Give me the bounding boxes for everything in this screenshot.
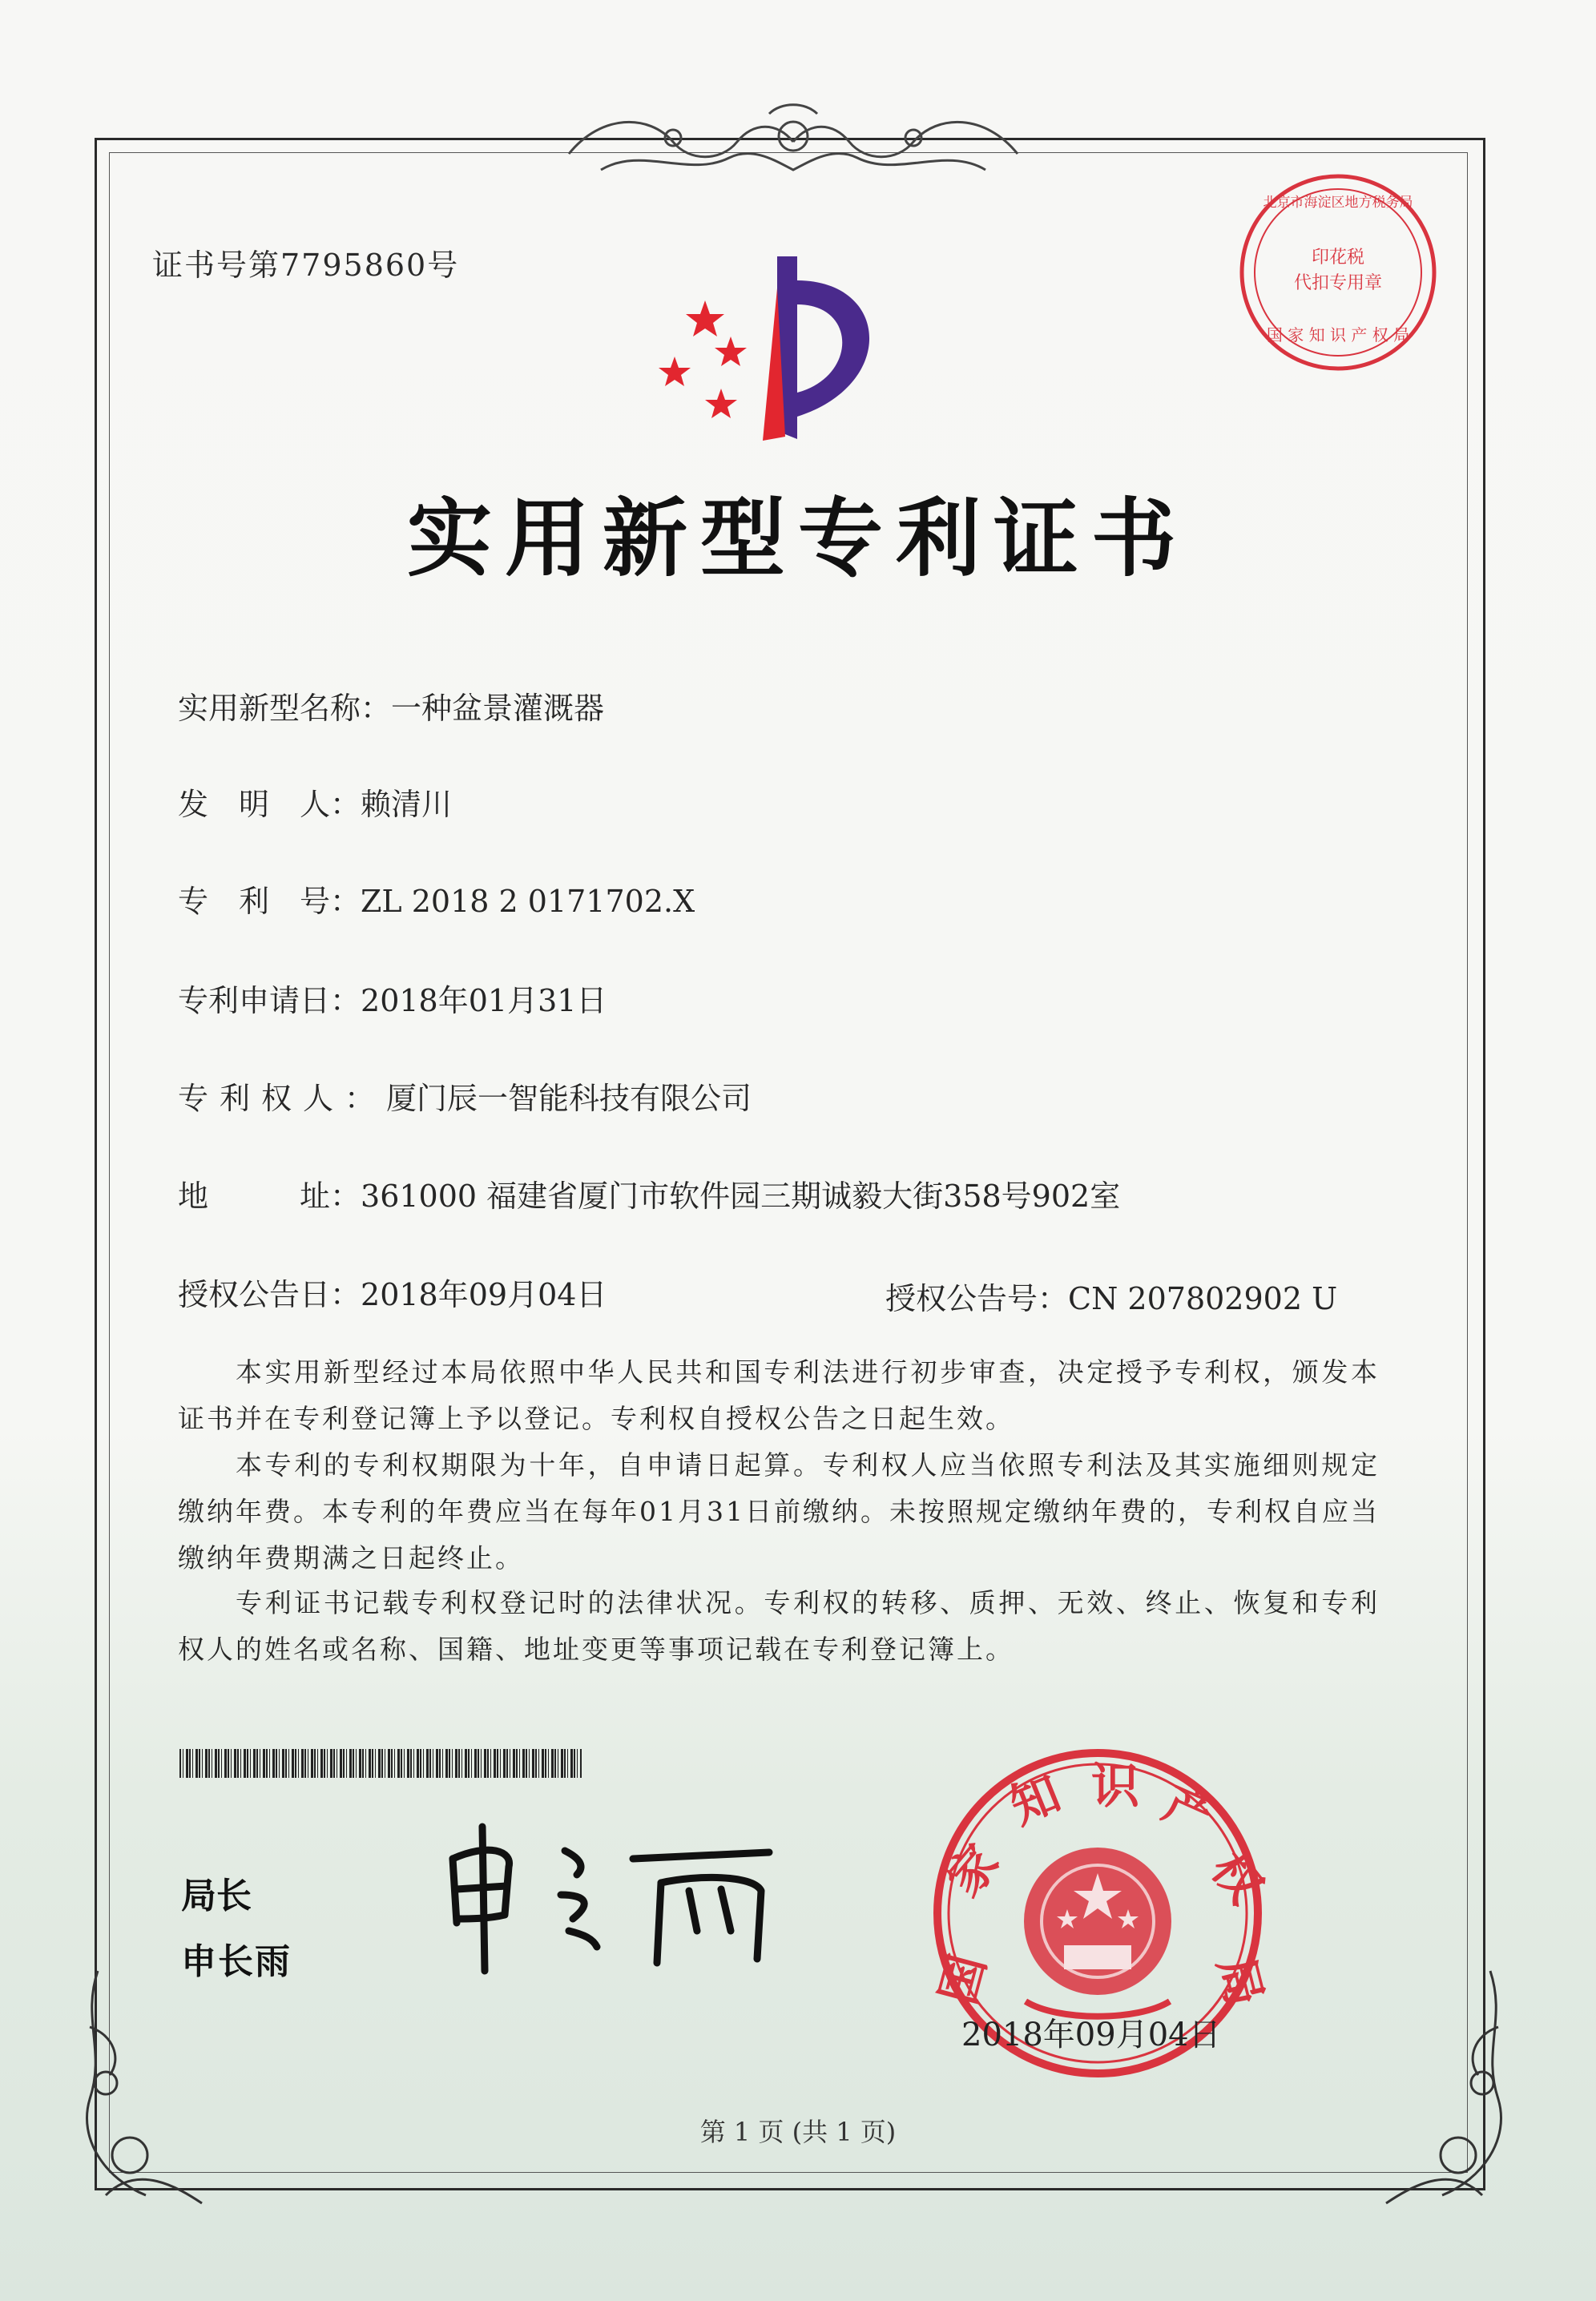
tax-stamp — [1234, 168, 1442, 377]
field-label: 地 址： — [178, 1179, 361, 1214]
field-value: ZL 2018 2 0171702.X — [361, 884, 695, 919]
field-patent-number — [178, 876, 695, 921]
field-value: 2018年09月04日 — [361, 1277, 607, 1312]
svg-text:家: 家 — [936, 1834, 1010, 1908]
certificate-number: 证书号第7795860号 — [152, 248, 460, 283]
svg-text:北京市海淀区地方税务局: 北京市海淀区地方税务局 — [1263, 195, 1413, 211]
svg-text:产: 产 — [1155, 1775, 1222, 1846]
paragraph-1: 本实用新型经过本局依照中华人民共和国专利法进行初步审查，决定授予专利权，颁发本证书并在专利登记簿上予以登记。专利权自授权公告之日起生效。 — [178, 1356, 1380, 1434]
field-value: 厦门辰一智能科技有限公司 — [386, 1081, 752, 1116]
director-title: 局长 — [181, 1876, 252, 1916]
svg-text:国: 国 — [930, 1948, 998, 2010]
bottom-left-ornament-icon — [74, 1955, 226, 2219]
field-label: 授权公告日： — [178, 1277, 361, 1312]
field-value: 2018年01月31日 — [361, 983, 607, 1018]
paragraph-2: 本专利的专利权期限为十年，自申请日起算。专利权人应当依照专利法及其实施细则规定缴纳年费。本专利的年费应当在每年01月31日前缴纳。未按照规定缴纳年费的，专利权自应当缴纳年费期满之日起终止。 — [178, 1449, 1380, 1574]
field-grant-number — [885, 1274, 1337, 1318]
field-value: 一种盆景灌溉器 — [391, 691, 605, 726]
bottom-right-ornament-icon — [1362, 1955, 1514, 2219]
field-label: 专 利 号： — [178, 884, 361, 919]
seal-date: 2018年09月04日 — [961, 2017, 1221, 2053]
svg-text:代扣专用章: 代扣专用章 — [1293, 273, 1383, 293]
page-number: 第 1 页 (共 1 页) — [699, 2117, 897, 2147]
barcode — [179, 1749, 582, 1778]
svg-text:知: 知 — [1002, 1765, 1069, 1836]
field-label: 专利权人： — [178, 1081, 387, 1116]
field-label: 发 明 人： — [178, 787, 361, 822]
paragraph-3: 专利证书记载专利权登记时的法律状况。专利权的转移、质押、无效、终止、恢复和专利权人的姓名或名称、国籍、地址变更等事项记载在专利登记簿上。 — [178, 1587, 1380, 1665]
field-label: 授权公告号： — [885, 1281, 1069, 1316]
svg-text:局: 局 — [1207, 1951, 1273, 2012]
svg-text:印花税: 印花税 — [1311, 248, 1365, 268]
page-title: 实用新型专利证书 — [407, 488, 1189, 588]
field-value: 赖清川 — [361, 787, 453, 822]
field-label: 实用新型名称： — [178, 691, 392, 726]
handwritten-signature — [433, 1819, 793, 1979]
patent-office-logo-icon — [657, 256, 921, 449]
field-application-date — [178, 976, 607, 1020]
field-value: 361000 福建省厦门市软件园三期诚毅大街358号902室 — [361, 1179, 1121, 1214]
director-name: 申长雨 — [181, 1941, 292, 1982]
field-address — [178, 1171, 1120, 1215]
svg-text:识: 识 — [1091, 1759, 1139, 1815]
field-inventor — [178, 780, 452, 824]
field-grant-date — [178, 1270, 607, 1314]
field-value: CN 207802902 U — [1068, 1281, 1338, 1316]
svg-text:国 家 知 识 产 权 局: 国 家 知 识 产 权 局 — [1266, 325, 1410, 345]
svg-text:权: 权 — [1199, 1841, 1274, 1914]
field-utility-model-name — [178, 683, 604, 727]
field-patent-holder — [178, 1074, 752, 1118]
field-label: 专利申请日： — [178, 983, 361, 1018]
top-ornament-icon — [553, 98, 1034, 186]
